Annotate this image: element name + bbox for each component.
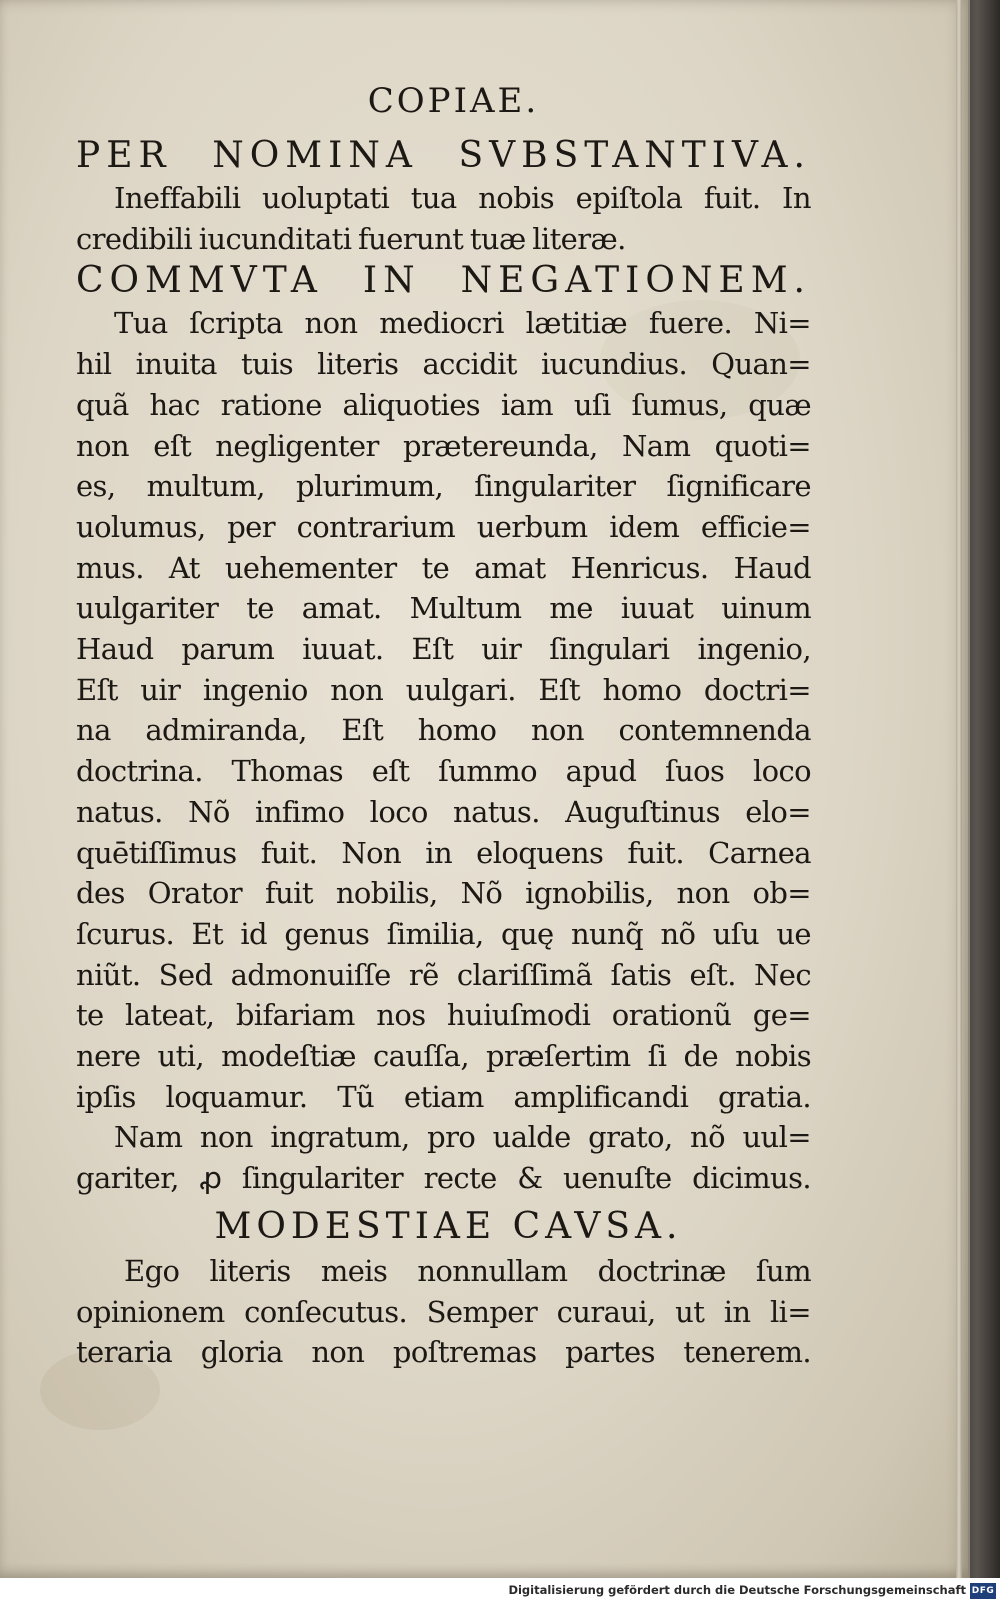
text-line: opinionem conſecutus. Semper curaui, ut in li= bbox=[76, 1294, 811, 1329]
text-line: Nam non ingratum, pro ualde grato, nõ uul= bbox=[114, 1120, 811, 1155]
text-line: mus. At uehementer te amat Henricus. Haud bbox=[76, 550, 811, 585]
text-line: na admiranda, Eſt homo non contemnenda bbox=[76, 713, 811, 748]
section-heading-nomina: PER NOMINA SVBSTANTIVA. bbox=[76, 135, 811, 176]
text-line: ipſis loquamur. Tũ etiam amplificandi gratia. bbox=[76, 1079, 811, 1114]
text-line: teraria gloria non poſtremas partes tenerem. bbox=[76, 1335, 811, 1370]
digitization-footer bbox=[0, 1578, 1000, 1605]
text-line: uulgariter te amat. Multum me iuuat uinum bbox=[76, 591, 811, 626]
text-line: Ego literis meis nonnullam doctrinæ ſum bbox=[124, 1253, 811, 1288]
text-line: Eſt uir ingenio non uulgari. Eſt homo doctri= bbox=[76, 672, 811, 707]
text-line: uolumus, per contrarium uerbum idem efficie= bbox=[76, 509, 811, 544]
running-head: COPIAE. bbox=[367, 81, 540, 121]
text-line: gariter, ꝓ ſingulariter recte & uenuſte dicimus. bbox=[76, 1161, 811, 1196]
text-line: credibili iucunditati fuerunt tuæ literæ. bbox=[76, 221, 626, 256]
text-line: nere uti, modeſtiæ cauſſa, præſertim ſi de nobis bbox=[76, 1039, 811, 1074]
text-block bbox=[76, 72, 811, 1373]
text-line: doctrina. Thomas eſt ſummo apud ſuos loco bbox=[76, 754, 811, 789]
text-line: Tua ſcripta non mediocri lætitiæ fuere. Ni= bbox=[114, 306, 811, 341]
text-line: quã hac ratione aliquoties iam uſi ſumus, quæ bbox=[76, 387, 811, 422]
text-line: natus. Nõ infimo loco natus. Auguſtinus elo= bbox=[76, 794, 811, 829]
text-line: hil inuita tuis literis accidit iucundius. Quan= bbox=[76, 347, 811, 382]
text-line: quētiſſimus fuit. Non in eloquens fuit. Carnea bbox=[76, 835, 811, 870]
section-heading-modestiae: MODESTIAE CAVSA. bbox=[214, 1205, 683, 1247]
text-line: Ineffabili uoluptati tua nobis epiſtola fuit. In bbox=[114, 181, 811, 215]
text-line: des Orator fuit nobilis, Nõ ignobilis, non ob= bbox=[76, 876, 811, 911]
page-edge bbox=[956, 0, 962, 1578]
text-line: niũt. Sed admonuiſſe rẽ clariſſimã ſatis eſt. Nec bbox=[76, 957, 811, 992]
dfg-logo: DFG bbox=[970, 1583, 996, 1599]
text-line: Haud parum iuuat. Eſt uir ſingulari ingenio, bbox=[76, 632, 811, 667]
funding-credit: Digitalisierung gefördert durch die Deutsche Forschungsgemeinschaft bbox=[508, 1583, 966, 1597]
section-heading-negationem: COMMVTA IN NEGATIONEM. bbox=[76, 260, 811, 302]
text-line: ſcurus. Et id genus ſimilia, quę nunq̃ nõ uſu ue bbox=[76, 916, 811, 951]
text-line: te lateat, bifariam nos huiuſmodi orationũ ge= bbox=[76, 998, 811, 1033]
text-line: es, multum, plurimum, ſingulariter ſignificare bbox=[76, 469, 811, 504]
text-line: non eſt negligenter prætereunda, Nam quoti= bbox=[76, 428, 811, 463]
